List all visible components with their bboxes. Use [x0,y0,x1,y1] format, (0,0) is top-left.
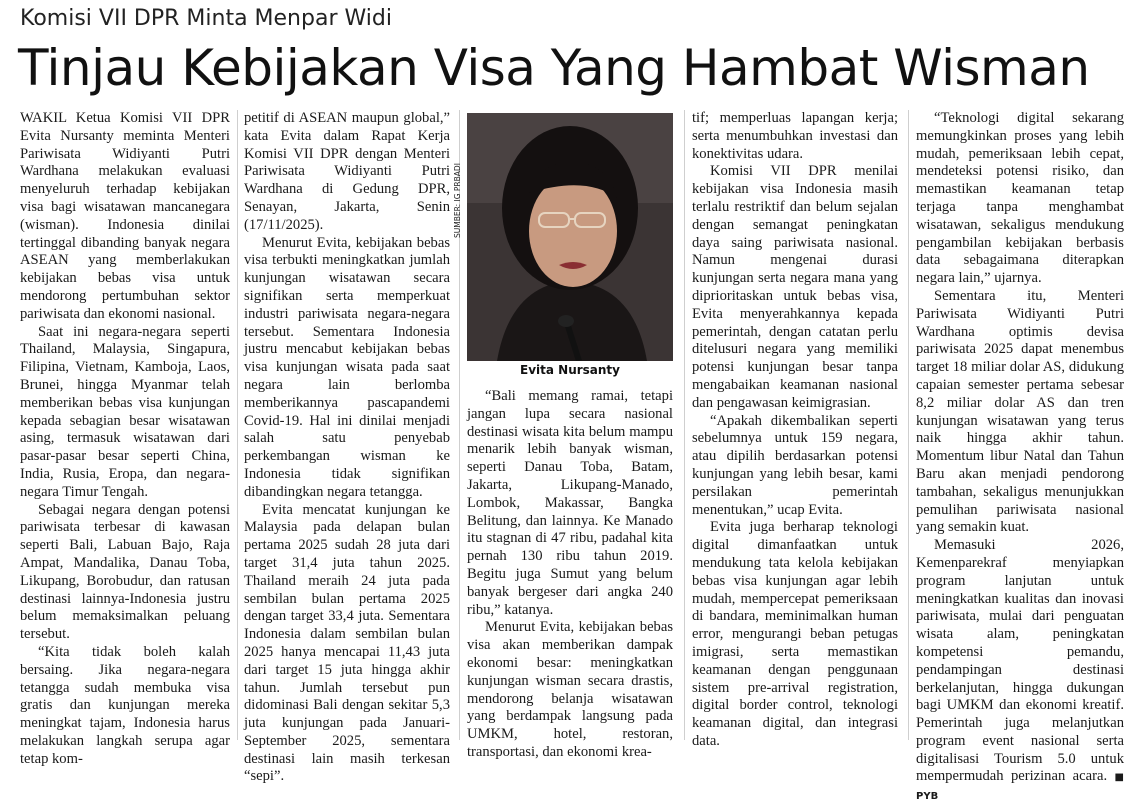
paragraph: Evita mencatat kunjungan ke Malaysia pada delapan bulan pertama 2025 sudah 28 juta dari target 31,4 juta tahun 2025. Thailand meraih 24 juta pada sembilan bulan pertama 2025 dengan target 33,4 juta. Sementara Indonesia dalam sembilan bulan 2025 hanya mencapai 11,43 juta dari target 15 juta hingga akhir tahun. Jumlah tersebut pun didominasi Bali dengan sekitar 5,3 juta kunjungan pada Januari-September 2025, sementara destinasi lain masih terkesan “sepi”. [244,501,450,785]
paragraph: “Bali memang ramai, tetapi jangan lupa secara nasional destinasi wisata kita belum mampu menarik lebih banyak wisman, seperti Danau Toba, Batam, Jakarta, Likupang-Manado, Lombok, Makassar, Bangka Belitung, dan lainnya. Ke Manado itu stagnan di 47 ribu, padahal kita pernah 130 ribu tahun 2019. Begitu juga Sumut yang belum banyak bergeser dari angka 240 ribu,” katanya. [467,388,673,618]
paragraph [916,537,1124,806]
photo-caption: Evita Nursanty [520,363,620,377]
paragraph: Evita juga berharap teknologi digital dimanfaatkan untuk mendukung tata kelola kebijakan bebas visa kunjungan agar lebih mudah, mempercepat pemeriksaan di bandara, meminimalkan human error, mengurangi beban petugas imigrasi, serta memastikan keamanan dengan penggunaan sistem pre-arrival registration, digital border control, teknologi keamanan digital, dan integrasi data. [692,519,898,749]
paragraph: petitif di ASEAN maupun global,” kata Evita dalam Rapat Kerja Komisi VII DPR dengan Menteri Pariwisata Widiyanti Putri Wardhana di Gedung DPR, Senayan, Jakarta, Senin (17/11/2025). [244,110,450,233]
paragraph: “Kita tidak boleh kalah bersaing. Jika negara-negara tetangga sudah membuka visa gratis dan kunjungan mereka meningkat tajam, Indonesia harus melakukan langkah serupa agar tetap kom- [20,643,230,767]
headline: Tinjau Kebijakan Visa Yang Hambat Wisman [18,39,1090,97]
article-column-3 [467,388,673,762]
column-rule [908,110,909,740]
paragraph: Menurut Evita, kebijakan bebas visa akan memberikan dampak ekonomi besar: meningkatkan kunjungan wisman secara drastis, mendorong belanja wisatawan yang berdampak langsung pada UMKM, hotel, restoran, transportasi, dan ekonomi krea- [467,619,673,760]
paragraph-text: Memasuki 2026, Kemenparekraf menyiapkan program lanjutan untuk meningkatkan kualitas dan inovasi pariwisata, mulai dari penguatan wisata alam, peningkatan kompetensi pemandu, pendampingan destinasi berkelanjutan, hingga dukungan bagi UMKM dan ekonomi kreatif. Pemerintah juga melanjutkan program event nasional serta digitalisasi Tourism 5.0 untuk mempermudah perizinan acara. [916,537,1124,785]
article-column-5 [916,110,1124,806]
paragraph: Menurut Evita, kebijakan bebas visa terbukti meningkatkan jumlah kunjungan wisatawan secara signifikan serta memperkuat industri pariwisata negara-negara tersebut. Sementara Indonesia justru mencabut kebijakan bebas visa kunjungan wisata pada saat negara lain berlomba memberikannya pascapandemi Covid-19. Hal ini dinilai menjadi salah satu penyebab perkembangan wisman ke Indonesia tidak signifikan dibandingkan negara tetangga. [244,234,450,500]
portrait-illustration [467,113,673,361]
author-signature: ■ PYB [916,772,1124,803]
paragraph: Komisi VII DPR menilai kebijakan visa Indonesia masih terlalu restriktif dan belum sejalan dengan semangat peningkatan daya saing pariwisata nasional. Namun mengenai durasi kunjungan serta negara mana yang diprioritaskan untuk bebas visa, Evita menyerahkannya kepada pemerintah, dengan catatan perlu ditelusuri negara yang memiliki potensi kunjungan besar tanpa mengabaikan keamanan nasional dan pengawasan keimigrasian. [692,163,898,411]
portrait-photo [467,113,673,361]
column-rule [684,110,685,740]
paragraph: tif; memperluas lapangan kerja; serta menumbuhkan investasi dan konektivitas udara. [692,110,898,162]
column-rule [237,110,238,740]
paragraph: Sementara itu, Menteri Pariwisata Widiyanti Putri Wardhana optimis devisa pariwisata 2025 dapat menembus target 18 miliar dolar AS, didukung capaian semester pertama sebesar 8,2 miliar dolar AS dan tren kunjungan wisatawan yang terus naik hingga akhir tahun. Momentum libur Natal dan Tahun Baru akan menjadi pendorong tambahan, sekaligus menunjukkan pemulihan pariwisata nasional yang semakin kuat. [916,287,1124,536]
paragraph: Saat ini negara-negara seperti Thailand, Malaysia, Singapura, Filipina, Vietnam, Kamboja, Laos, Brunei, hingga Myanmar telah memberikan bebas visa kunjungan kepada sebagian besar wisatawan asing, termasuk wisatawan dari pasar-pasar besar seperti China, India, Rusia, Eropa, dan negara-negara Timur Tengah. [20,323,230,500]
photo-credit: SUMBER: IG PRBADI [453,163,462,238]
paragraph: Sebagai negara dengan potensi pariwisata terbesar di kawasan seperti Bali, Labuan Bajo, Raja Ampat, Mandalika, Danau Toba, Likupang, Borobudur, dan ratusan destinasi lainnya-Indonesia justru belum memaksimalkan peluang tersebut. [20,501,230,643]
paragraph: “Apakah dikembalikan seperti sebelumnya untuk 159 negara, atau dipilih berdasarkan potensi kunjungan yang lebih besar, kami persilakan pemerintah menentukan,” ucap Evita. [692,412,898,518]
article-column-2 [244,110,450,786]
kicker: Komisi VII DPR Minta Menpar Widi [20,6,392,31]
article-column-1 [20,110,230,768]
article-column-4 [692,110,898,751]
paragraph: WAKIL Ketua Komisi VII DPR Evita Nursanty meminta Menteri Pariwisata Widiyanti Putri Wardhana melakukan evaluasi menyeluruh terhadap kebijakan visa bagi wisatawan mancanegara (wisman). Indonesia dinilai tertinggal dibanding banyak negara ASEAN yang memberlakukan kebijakan bebas visa untuk mendorong pertumbuhan sektor pariwisata dan ekonomi nasional. [20,110,230,322]
paragraph: “Teknologi digital sekarang memungkinkan proses yang lebih mudah, pemeriksaan lebih cepat, mendeteksi potensi risiko, dan memastikan keamanan tetap terjaga tanpa menghambat wisatawan, sekaligus mendukung pengambilan kebijakan berbasis data sebagaimana diterapkan negara lain,” ujarnya. [916,110,1124,287]
